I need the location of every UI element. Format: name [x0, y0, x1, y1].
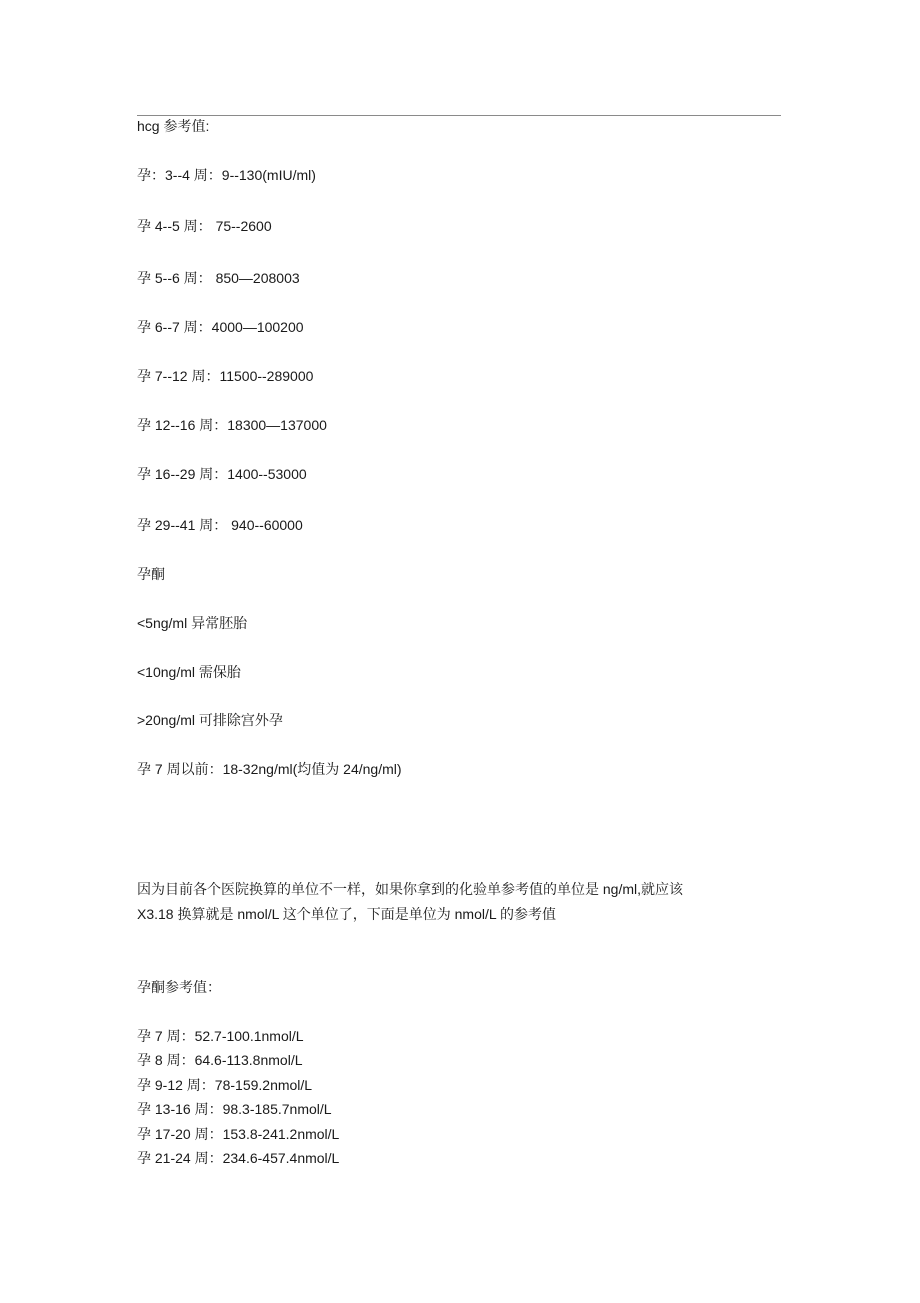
- progesterone-heading: 孕酮: [137, 566, 165, 582]
- hcg-row: 孕 4--5 周： 75--2600: [137, 218, 272, 234]
- hcg-heading: hcg 参考值:: [137, 118, 210, 134]
- nmol-row: 孕 9-12 周：78-159.2nmol/L: [137, 1077, 313, 1093]
- hcg-row: 孕 29--41 周： 940--60000: [137, 517, 303, 533]
- unit-note-line-1: 因为目前各个医院换算的单位不一样，如果你拿到的化验单参考值的单位是 ng/ml,就应该: [137, 881, 684, 897]
- unit-note-line-2: X3.18 换算就是 nmol/L 这个单位了，下面是单位为 nmol/L 的参考值: [137, 906, 557, 922]
- nmol-row: 孕 7 周：52.7-100.1nmol/L: [137, 1028, 304, 1044]
- nmol-row: 孕 17-20 周：153.8-241.2nmol/L: [137, 1126, 340, 1142]
- hcg-row: 孕 6--7 周：4000—100200: [137, 319, 304, 335]
- progesterone-row: <10ng/ml 需保胎: [137, 664, 241, 680]
- nmol-row: 孕 13-16 周：98.3-185.7nmol/L: [137, 1101, 332, 1117]
- hcg-row: 孕 12--16 周：18300—137000: [137, 417, 327, 433]
- hcg-row: 孕：3--4 周：9--130(mIU/ml): [137, 167, 316, 183]
- progesterone-row: >20ng/ml 可排除宫外孕: [137, 712, 283, 728]
- hcg-row: 孕 5--6 周： 850—208003: [137, 270, 300, 286]
- progesterone-row: 孕 7 周以前：18-32ng/ml(均值为 24/ng/ml): [137, 761, 402, 777]
- hcg-row: 孕 7--12 周：11500--289000: [137, 368, 314, 384]
- progesterone-row: <5ng/ml 异常胚胎: [137, 615, 248, 631]
- hcg-row: 孕 16--29 周：1400--53000: [137, 466, 307, 482]
- header-rule: [137, 115, 781, 116]
- nmol-heading: 孕酮参考值：: [137, 979, 221, 995]
- nmol-row: 孕 21-24 周：234.6-457.4nmol/L: [137, 1150, 340, 1166]
- nmol-row: 孕 8 周：64.6-113.8nmol/L: [137, 1052, 303, 1068]
